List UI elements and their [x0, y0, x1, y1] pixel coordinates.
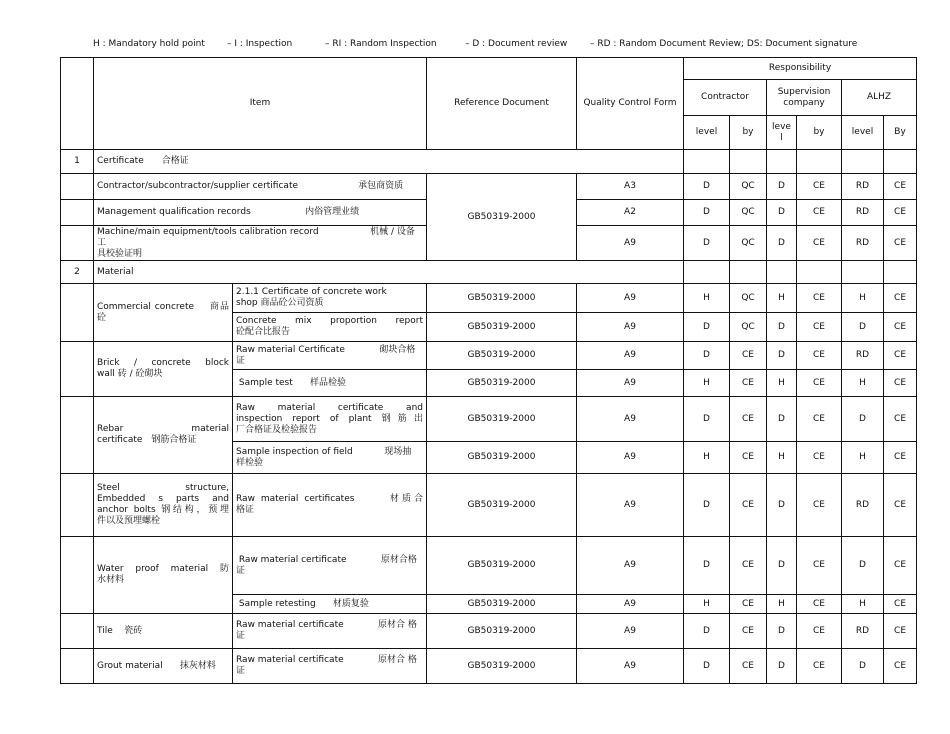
supervision-by-cell: CE [797, 313, 842, 342]
alhz-by-cell: CE [884, 174, 917, 200]
sub-item-cell: Sample retesting 材质复验 [233, 595, 427, 614]
header-supervision-by: by [797, 116, 842, 150]
supervision-level-cell: D [767, 614, 797, 649]
item-cell: Management qualification records 内俗管理业绩 [94, 200, 427, 226]
item-cell: Water proof material 防 水材料 [94, 537, 233, 614]
contractor-by-cell: CE [730, 342, 767, 370]
form-cell: A2 [577, 200, 684, 226]
alhz-by-cell: CE [884, 313, 917, 342]
table-row [61, 342, 917, 370]
contractor-by-cell: CE [730, 370, 767, 397]
form-cell: A9 [577, 474, 684, 537]
reference-cell: GB50319-2000 [427, 614, 577, 649]
supervision-by-cell: CE [797, 474, 842, 537]
legend-random-document-review: – RD : Random Document Review; DS: Document signature [590, 39, 858, 49]
legend-inspection: – I : Inspection [227, 39, 293, 49]
supervision-by-cell: CE [797, 614, 842, 649]
header-alhz: ALHZ [842, 80, 917, 116]
contractor-by-cell: CE [730, 537, 767, 595]
sub-item-cell: Concrete mix proportion report 砼配合比报告 [233, 313, 427, 342]
contractor-by-cell: CE [730, 649, 767, 684]
sub-item-cell: Raw material certificates 材质合 格证 [233, 474, 427, 537]
contractor-level-cell: D [684, 174, 730, 200]
alhz-by-cell: CE [884, 537, 917, 595]
contractor-by-cell: QC [730, 284, 767, 313]
contractor-level-cell: D [684, 200, 730, 226]
supervision-by-cell: CE [797, 200, 842, 226]
header-qc-form: Quality Control Form [577, 58, 684, 150]
header-responsibility: Responsibility [684, 58, 917, 80]
reference-cell: GB50319-2000 [427, 342, 577, 370]
alhz-by-cell: CE [884, 595, 917, 614]
alhz-level-cell: RD [842, 226, 884, 261]
supervision-by-cell: CE [797, 442, 842, 474]
header-alhz-level: level [842, 116, 884, 150]
supervision-by-cell: CE [797, 342, 842, 370]
header-contractor: Contractor [684, 80, 767, 116]
item-cell: Commercial concrete 商品 砼 [94, 284, 233, 342]
item-cell: Machine/main equipment/tools calibration record 机械 / 设备工 具校验证明 [94, 226, 427, 261]
supervision-level-cell: H [767, 595, 797, 614]
contractor-level-cell: D [684, 226, 730, 261]
reference-cell: GB50319-2000 [427, 313, 577, 342]
alhz-by-cell: CE [884, 397, 917, 442]
sub-item-cell: Raw material certificate 原材合 格 证 [233, 614, 427, 649]
contractor-level-cell: D [684, 537, 730, 595]
contractor-level-cell: D [684, 313, 730, 342]
contractor-level-cell: D [684, 649, 730, 684]
sub-item-cell: Sample inspection of field 现场抽 样检验 [233, 442, 427, 474]
supervision-level-cell: D [767, 649, 797, 684]
form-cell: A9 [577, 614, 684, 649]
sub-item-cell: Raw material certificate and inspection report of plant 钢筋出 厂合格证及检验报告 [233, 397, 427, 442]
supervision-by-cell: CE [797, 284, 842, 313]
table-row [61, 474, 917, 537]
contractor-by-cell: QC [730, 174, 767, 200]
supervision-level-cell: D [767, 313, 797, 342]
header-contractor-level: level [684, 116, 730, 150]
reference-cell: GB50319-2000 [427, 284, 577, 313]
contractor-level-cell: D [684, 342, 730, 370]
alhz-by-cell: CE [884, 284, 917, 313]
section-title: Certificate 合格证 [94, 150, 684, 174]
alhz-level-cell: H [842, 442, 884, 474]
alhz-level-cell: D [842, 537, 884, 595]
form-cell: A9 [577, 595, 684, 614]
form-cell: A9 [577, 370, 684, 397]
alhz-by-cell: CE [884, 370, 917, 397]
contractor-by-cell: QC [730, 226, 767, 261]
supervision-level-cell: D [767, 474, 797, 537]
item-cell: Steel structure, Embedded s parts and anchor bolts 钢结构，预埋 件以及预埋螺栓 [94, 474, 233, 537]
item-cell: Tile 瓷砖 [94, 614, 233, 649]
legend-document-review: – D : Document review [465, 39, 568, 49]
sub-item-cell: Sample test 样品检验 [233, 370, 427, 397]
supervision-by-cell: CE [797, 370, 842, 397]
section-number: 2 [61, 261, 94, 284]
sub-item-cell: Raw material certificate 原材合 格 证 [233, 649, 427, 684]
item-cell: Grout material 抹灰材料 [94, 649, 233, 684]
table-row [61, 614, 917, 649]
form-cell: A9 [577, 313, 684, 342]
alhz-by-cell: CE [884, 442, 917, 474]
header-no [61, 58, 94, 150]
table-row [61, 397, 917, 442]
contractor-level-cell: D [684, 397, 730, 442]
alhz-level-cell: RD [842, 342, 884, 370]
sub-item-cell: 2.1.1 Certificate of concrete work shop 商品砼公司资质 [233, 284, 427, 313]
quality-control-table [60, 57, 917, 684]
reference-cell: GB50319-2000 [427, 397, 577, 442]
form-cell: A9 [577, 284, 684, 313]
contractor-level-cell: H [684, 284, 730, 313]
legend-hold-point: H : Mandatory hold point [93, 39, 205, 49]
contractor-by-cell: CE [730, 397, 767, 442]
alhz-by-cell: CE [884, 649, 917, 684]
legend-random-inspection: – RI : Random Inspection [325, 39, 437, 49]
alhz-level-cell: RD [842, 614, 884, 649]
alhz-level-cell: D [842, 397, 884, 442]
contractor-by-cell: CE [730, 595, 767, 614]
header-contractor-by: by [730, 116, 767, 150]
supervision-level-cell: D [767, 537, 797, 595]
supervision-by-cell: CE [797, 537, 842, 595]
alhz-level-cell: D [842, 649, 884, 684]
contractor-by-cell: CE [730, 442, 767, 474]
legend [93, 39, 893, 53]
form-cell: A9 [577, 537, 684, 595]
section-number: 1 [61, 150, 94, 174]
supervision-level-cell: D [767, 174, 797, 200]
supervision-by-cell: CE [797, 595, 842, 614]
header-supervision-level: leve l [767, 116, 797, 150]
supervision-level-cell: H [767, 284, 797, 313]
item-cell: Brick / concrete block wall 砖 / 砼砌块 [94, 342, 233, 397]
section-row [61, 261, 917, 284]
alhz-level-cell: RD [842, 174, 884, 200]
contractor-by-cell: CE [730, 474, 767, 537]
contractor-by-cell: QC [730, 200, 767, 226]
alhz-level-cell: H [842, 595, 884, 614]
section-row [61, 150, 917, 174]
contractor-level-cell: H [684, 442, 730, 474]
supervision-level-cell: H [767, 442, 797, 474]
header-item: Item [94, 58, 427, 150]
form-cell: A9 [577, 649, 684, 684]
reference-cell: GB50319-2000 [427, 595, 577, 614]
form-cell: A9 [577, 342, 684, 370]
supervision-by-cell: CE [797, 649, 842, 684]
alhz-by-cell: CE [884, 614, 917, 649]
contractor-level-cell: H [684, 370, 730, 397]
form-cell: A3 [577, 174, 684, 200]
form-cell: A9 [577, 442, 684, 474]
table-row [61, 537, 917, 595]
table-row [61, 649, 917, 684]
supervision-by-cell: CE [797, 226, 842, 261]
sub-item-cell: Raw material certificate 原材合格 证 [233, 537, 427, 595]
reference-cell: GB50319-2000 [427, 474, 577, 537]
item-cell: Contractor/subcontractor/supplier certificate 承包商资质 [94, 174, 427, 200]
reference-cell: GB50319-2000 [427, 370, 577, 397]
contractor-level-cell: D [684, 474, 730, 537]
alhz-by-cell: CE [884, 200, 917, 226]
form-cell: A9 [577, 397, 684, 442]
alhz-level-cell: H [842, 370, 884, 397]
alhz-level-cell: RD [842, 200, 884, 226]
form-cell: A9 [577, 226, 684, 261]
alhz-level-cell: D [842, 313, 884, 342]
alhz-by-cell: CE [884, 226, 917, 261]
supervision-level-cell: D [767, 342, 797, 370]
item-cell: Rebar material certificate 钢筋合格证 [94, 397, 233, 474]
table-row [61, 174, 917, 200]
supervision-by-cell: CE [797, 174, 842, 200]
header-alhz-by: By [884, 116, 917, 150]
contractor-by-cell: QC [730, 313, 767, 342]
supervision-level-cell: H [767, 370, 797, 397]
supervision-level-cell: D [767, 226, 797, 261]
alhz-by-cell: CE [884, 342, 917, 370]
header-supervision: Supervision company [767, 80, 842, 116]
alhz-level-cell: H [842, 284, 884, 313]
contractor-level-cell: D [684, 614, 730, 649]
reference-cell: GB50319-2000 [427, 649, 577, 684]
supervision-by-cell: CE [797, 397, 842, 442]
alhz-by-cell: CE [884, 474, 917, 537]
header-reference: Reference Document [427, 58, 577, 150]
reference-cell: GB50319-2000 [427, 442, 577, 474]
reference-cell: GB50319-2000 [427, 537, 577, 595]
contractor-by-cell: CE [730, 614, 767, 649]
alhz-level-cell: RD [842, 474, 884, 537]
sub-item-cell: Raw material Certificate 砌块合格 证 [233, 342, 427, 370]
supervision-level-cell: D [767, 397, 797, 442]
contractor-level-cell: H [684, 595, 730, 614]
section-title: Material [94, 261, 684, 284]
table-row [61, 284, 917, 313]
reference-cell: GB50319-2000 [427, 174, 577, 261]
supervision-level-cell: D [767, 200, 797, 226]
